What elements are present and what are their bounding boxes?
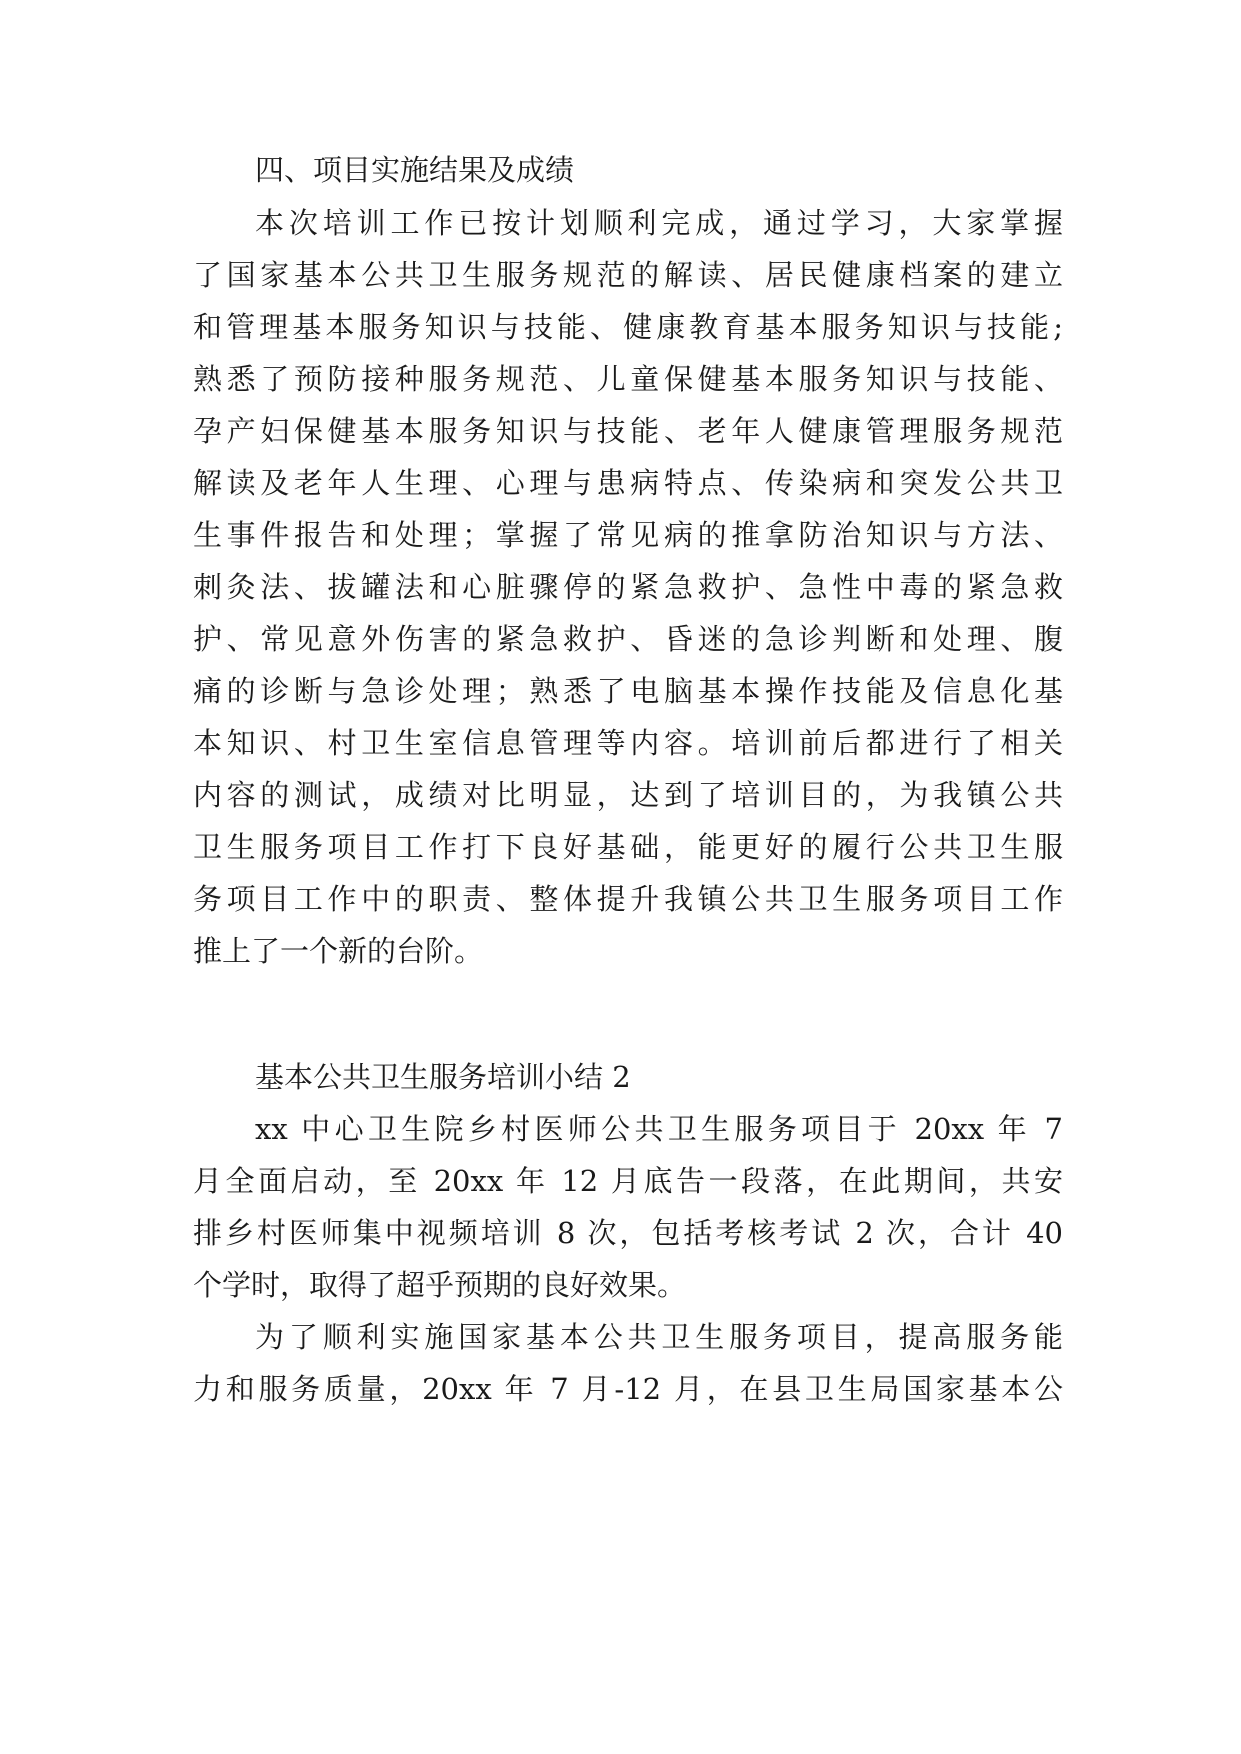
paragraph-line: 了国家基本公共卫生服务规范的解读、居民健康档案的建立	[193, 258, 1063, 292]
paragraph-line: 卫生服务项目工作打下良好基础，能更好的履行公共卫生服	[193, 830, 1063, 864]
paragraph-line: 本知识、村卫生室信息管理等内容。培训前后都进行了相关	[193, 726, 1063, 760]
paragraph-line: 生事件报告和处理；掌握了常见病的推拿防治知识与方法、	[193, 518, 1063, 552]
paragraph-line: 排乡村医师集中视频培训 8 次，包括考核考试 2 次，合计 40	[193, 1216, 1063, 1250]
paragraph-line: 内容的测试，成绩对比明显，达到了培训目的，为我镇公共	[193, 778, 1063, 812]
paragraph-line: 痛的诊断与急诊处理；熟悉了电脑基本操作技能及信息化基	[193, 674, 1063, 708]
paragraph-line: xx 中心卫生院乡村医师公共卫生服务项目于 20xx 年 7	[255, 1112, 1063, 1146]
section-heading: 基本公共卫生服务培训小结 2	[255, 1060, 631, 1094]
paragraph-line: 刺灸法、拔罐法和心脏骤停的紧急救护、急性中毒的紧急救	[193, 570, 1063, 604]
paragraph-line: 月全面启动，至 20xx 年 12 月底告一段落，在此期间，共安	[193, 1164, 1063, 1198]
paragraph-line: 孕产妇保健基本服务知识与技能、老年人健康管理服务规范	[193, 414, 1063, 448]
paragraph-line: 熟悉了预防接种服务规范、儿童保健基本服务知识与技能、	[193, 362, 1063, 396]
paragraph-line: 力和服务质量，20xx 年 7 月-12 月，在县卫生局国家基本公	[193, 1372, 1063, 1406]
paragraph-line: 推上了一个新的台阶。	[193, 934, 484, 968]
section-heading: 四、项目实施结果及成绩	[255, 153, 575, 187]
paragraph-line: 和管理基本服务知识与技能、健康教育基本服务知识与技能;	[193, 310, 1063, 344]
paragraph-line: 护、常见意外伤害的紧急救护、昏迷的急诊判断和处理、腹	[193, 622, 1063, 656]
paragraph-line: 个学时，取得了超乎预期的良好效果。	[193, 1268, 687, 1302]
paragraph-line: 解读及老年人生理、心理与患病特点、传染病和突发公共卫	[193, 466, 1063, 500]
paragraph-line: 为了顺利实施国家基本公共卫生服务项目，提高服务能	[255, 1320, 1063, 1354]
paragraph-line: 本次培训工作已按计划顺利完成，通过学习，大家掌握	[255, 206, 1063, 240]
paragraph-line: 务项目工作中的职责、整体提升我镇公共卫生服务项目工作	[193, 882, 1063, 916]
